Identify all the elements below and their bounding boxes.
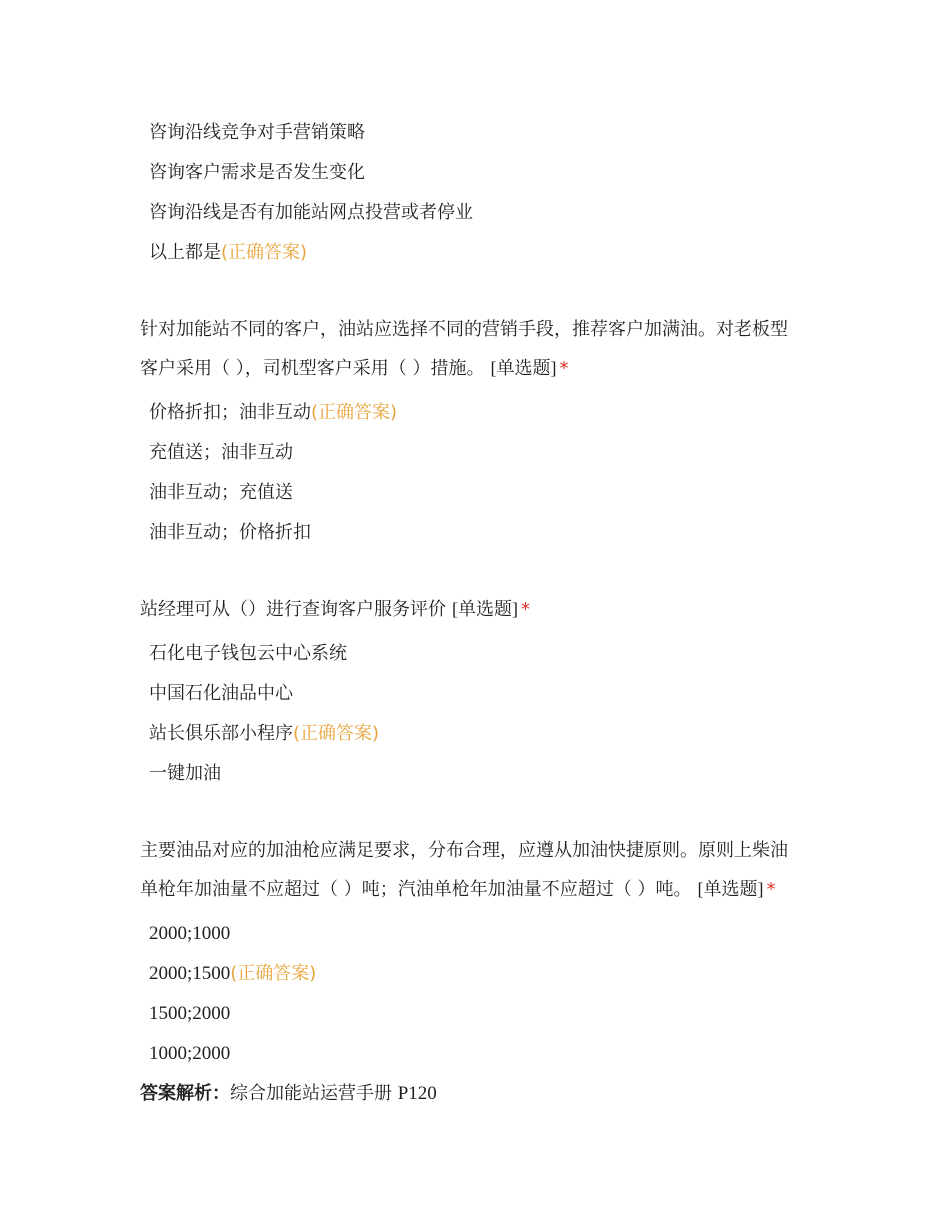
q2-option-3: 油非互动；充值送: [149, 482, 293, 503]
question-2-text: [140, 310, 820, 388]
q1-option-1: 咨询沿线竞争对手营销策略: [149, 122, 365, 143]
question-4-line-2: 单枪年加油量不应超过（ ）吨；汽油单枪年加油量不应超过（ ）吨。 [单选题] *: [140, 879, 776, 900]
answer-analysis: [140, 1074, 820, 1114]
correct-answer-marker: (正确答案): [311, 402, 398, 423]
question-4-text: [140, 831, 820, 909]
question-type-badge: [单选题]: [490, 358, 557, 378]
q2-option-4: 油非互动；价格折扣: [149, 522, 311, 543]
q2-option-1: 价格折扣；油非互动(正确答案): [149, 402, 398, 423]
question-2-line-2: 客户采用（ ），司机型客户采用（ ）措施。 [单选题] *: [140, 358, 569, 379]
correct-answer-marker: (正确答案): [293, 723, 380, 744]
question-3-text: [140, 590, 820, 629]
q4-option-4: 1000;2000: [149, 1043, 231, 1064]
question-2: [140, 310, 820, 388]
question-type-badge: [单选题]: [452, 599, 518, 619]
answer-analysis-page: P120: [397, 1083, 437, 1104]
q2-option-2: 充值送；油非互动: [149, 442, 293, 463]
question-4-options: [140, 914, 820, 1074]
q1-option-4: 以上都是(正确答案): [149, 242, 308, 263]
answer-analysis-line: [140, 1074, 820, 1114]
q4-option-1: 2000;1000: [149, 923, 231, 944]
question-4-line-1: 主要油品对应的加油枪应满足要求，分布合理，应遵从加油快捷原则。原则上柴油: [140, 840, 788, 861]
question-2-line-1: 针对加能站不同的客户，油站应选择不同的营销手段，推荐客户加满油。对老板型: [140, 319, 788, 340]
question-3: [140, 590, 820, 629]
required-asterisk: *: [521, 599, 530, 620]
correct-answer-marker: (正确答案): [221, 242, 308, 263]
answer-analysis-text: 综合加能站运营手册: [230, 1083, 398, 1104]
question-1-options: [140, 113, 820, 273]
q3-option-1: 石化电子钱包云中心系统: [149, 643, 347, 664]
required-asterisk: *: [559, 358, 569, 379]
question-3-options: [140, 634, 820, 794]
question-2-options: [140, 393, 820, 553]
correct-answer-marker: (正确答案): [230, 963, 317, 984]
question-type-badge: [单选题]: [697, 879, 764, 899]
q4-option-3: 1500;2000: [149, 1003, 231, 1024]
required-asterisk: *: [766, 879, 776, 900]
q4-option-2: 2000;1500(正确答案): [149, 963, 317, 984]
q3-option-3: 站长俱乐部小程序(正确答案): [149, 723, 380, 744]
question-3-line-1: 站经理可从（）进行查询客户服务评价 [单选题] *: [140, 599, 530, 620]
q3-option-2: 中国石化油品中心: [149, 683, 293, 704]
q1-option-2: 咨询客户需求是否发生变化: [149, 162, 365, 183]
question-4: [140, 831, 820, 909]
q1-option-3: 咨询沿线是否有加能站网点投营或者停业: [149, 202, 473, 223]
answer-analysis-label: 答案解析：: [140, 1083, 230, 1104]
q3-option-4: 一键加油: [149, 763, 221, 784]
